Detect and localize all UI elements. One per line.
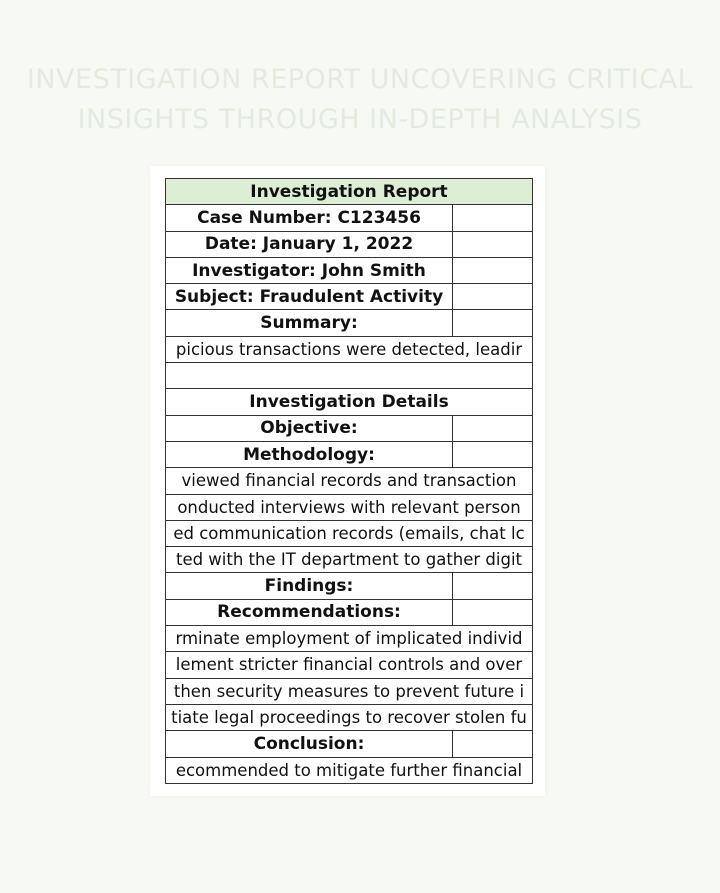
banner-title xyxy=(0,60,720,140)
conclusion-text-row xyxy=(166,758,532,784)
methodology-text: viewed financial records and transaction xyxy=(181,471,517,491)
subject-row xyxy=(166,284,532,310)
methodology-text: ed communication records (emails, chat lc xyxy=(173,524,525,543)
case-number-row xyxy=(166,205,532,231)
details-heading: Investigation Details xyxy=(249,392,449,413)
conclusion-row xyxy=(166,731,532,757)
findings-row xyxy=(166,573,532,599)
objective-label: Objective: xyxy=(166,416,453,441)
banner-line-1: INVESTIGATION REPORT UNCOVERING CRITICAL xyxy=(26,64,694,95)
report-table xyxy=(165,178,533,784)
banner-line-2: INSIGHTS THROUGH IN-DEPTH ANALYSIS xyxy=(77,104,643,135)
summary-label-row xyxy=(166,310,532,336)
recommendations-row xyxy=(166,600,532,626)
methodology-item xyxy=(166,547,532,573)
empty-cell xyxy=(453,416,532,441)
empty-cell xyxy=(453,232,532,257)
empty-cell xyxy=(453,205,532,230)
empty-cell xyxy=(453,258,532,283)
recommendation-item xyxy=(166,626,532,652)
recommendation-item xyxy=(166,679,532,705)
details-heading-row xyxy=(166,389,532,415)
methodology-item xyxy=(166,521,532,547)
recommendation-item xyxy=(166,705,532,731)
empty-cell xyxy=(453,600,532,625)
methodology-text: onducted interviews with relevant person xyxy=(177,497,521,517)
empty-cell xyxy=(453,442,532,467)
blank-row xyxy=(166,363,532,389)
empty-cell xyxy=(453,731,532,756)
methodology-text: ted with the IT department to gather digit xyxy=(175,550,523,570)
recommendations-label: Recommendations: xyxy=(166,600,453,625)
recommendation-text: rminate employment of implicated individ xyxy=(175,629,523,649)
empty-cell xyxy=(453,284,532,309)
summary-text: picious transactions were detected, leadir xyxy=(175,339,523,359)
empty-cell xyxy=(453,573,532,598)
date-row xyxy=(166,232,532,258)
recommendation-text: lement stricter financial controls and over xyxy=(175,655,523,675)
methodology-item xyxy=(166,495,532,521)
methodology-item xyxy=(166,468,532,494)
methodology-label: Methodology: xyxy=(166,442,453,467)
summary-label: Summary: xyxy=(166,310,453,335)
report-title-row xyxy=(166,179,532,205)
recommendation-text: then security measures to prevent future i xyxy=(173,681,525,701)
conclusion-label: Conclusion: xyxy=(166,731,453,756)
summary-text-row xyxy=(166,337,532,363)
empty-cell xyxy=(453,310,532,335)
report-date: Date: January 1, 2022 xyxy=(166,232,453,257)
recommendation-item xyxy=(166,652,532,678)
objective-row xyxy=(166,416,532,442)
report-title: Investigation Report xyxy=(250,181,448,202)
conclusion-text: ecommended to mitigate further financial xyxy=(175,760,523,780)
methodology-row xyxy=(166,442,532,468)
recommendation-text: tiate legal proceedings to recover stolen fu xyxy=(171,708,527,728)
subject: Subject: Fraudulent Activity xyxy=(166,284,453,309)
investigator-row xyxy=(166,258,532,284)
case-number: Case Number: C123456 xyxy=(166,205,453,230)
findings-label: Findings: xyxy=(166,573,453,598)
investigator: Investigator: John Smith xyxy=(166,258,453,283)
